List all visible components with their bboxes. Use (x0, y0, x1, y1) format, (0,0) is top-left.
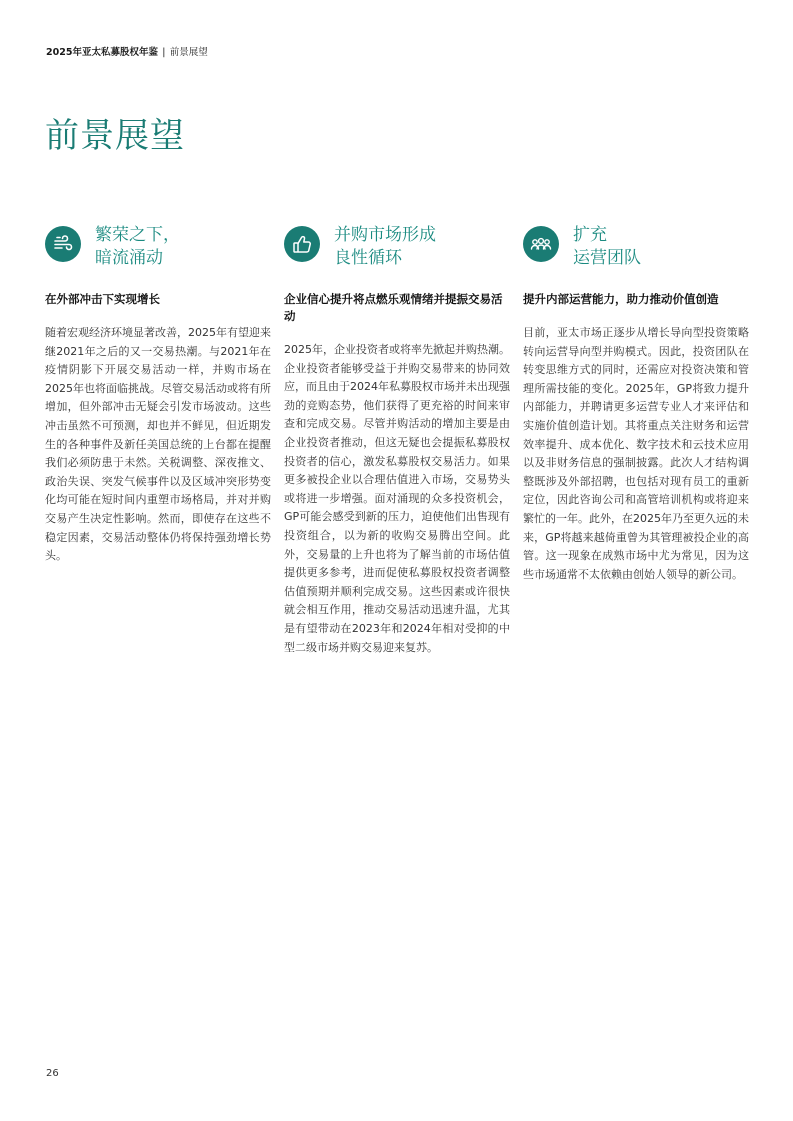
column-body: 随着宏观经济环境显著改善，2025年有望迎来继2021年之后的又一交易热潮。与2021年在疫情阴影下开展交易活动一样，并购市场在2025年也将面临挑战。尽管交易活动或将有所增加，但外部冲击无疑会引发市场波动。这些冲击虽然不可预测，却也并不鲜见，但近期发生的各种事件及新任美国总统的上台都在提醒我们必须防患于未然。关税调整、深夜推文、政治失误、突发气候事件以及区域冲突形势变化均可能在短时间内重塑市场格局，并对并购交易产生决定性影响。然而，即使存在这些不稳定因素，交易活动整体仍将保持强劲增长势头。 (45, 326, 271, 563)
column-header (523, 224, 749, 278)
column-header (45, 224, 271, 278)
column-subhead: 企业信心提升将点燃乐观情绪并提振交易活动 (284, 292, 503, 323)
column-title (95, 224, 180, 270)
column-header (284, 224, 510, 278)
column-subhead: 在外部冲击下实现增长 (45, 292, 160, 306)
column-title-line-1: 扩充 (573, 225, 607, 245)
team-icon (523, 226, 559, 262)
column-body: 2025年，企业投资者或将率先掀起并购热潮。企业投资者能够受益于并购交易带来的协同效应，而且由于2024年私募股权市场并未出现强劲的竞购态势，他们获得了更充裕的时间来审查和完成交易。尽管并购活动的增加主要是由企业投资者推动，但这无疑也会提振私募股权投资者的信心，激发私募股权交易活力。如果更多被投企业以合理估值进入市场，交易势头或将进一步增强。面对涌现的众多投资机会，GP可能会感受到新的压力，迫使他们出售现有投资组合，以为新的收购交易腾出空间。此外，交易量的上升也将为了解当前的市场估值提供更多参考，进而促使私募股权投资者调整估值预期并顺利完成交易。这些因素或许很快就会相互作用，推动交易活动迅速升温，尤其是有望带动在2023年和2024年相对受抑的中型二级市场并购交易迎来复苏。 (284, 343, 510, 654)
column-subhead: 提升内部运营能力，助力推动价值创造 (523, 292, 719, 306)
column-1 (45, 224, 271, 566)
thumbs-up-icon (284, 226, 320, 262)
page-title: 前景展望 (45, 116, 185, 156)
column-3 (523, 224, 749, 584)
section-name: 前景展望 (169, 47, 208, 58)
column-title-line-2: 良性循环 (334, 248, 402, 268)
column-title-line-2: 暗流涌动 (95, 248, 163, 268)
column-title-line-1: 并购市场形成 (334, 225, 436, 245)
report-title: 2025年亚太私募股权年鉴 (46, 47, 158, 58)
page-number: 26 (46, 1068, 59, 1079)
column-title-line-1: 繁荣之下， (95, 225, 180, 245)
wind-icon (45, 226, 81, 262)
column-title (573, 224, 641, 270)
column-title (334, 224, 436, 270)
column-2 (284, 224, 510, 657)
running-header (46, 44, 208, 58)
column-body: 目前，亚太市场正逐步从增长导向型投资策略转向运营导向型并购模式。因此，投资团队在转变思维方式的同时，还需应对投资决策和管理所需技能的变化。2025年，GP将致力提升内部能力，并聘请更多运营专业人才来评估和实施价值创造计划。其将重点关注财务和运营效率提升、成本优化、数字技术和云技术应用以及非财务信息的强制披露。此次人才结构调整既涉及外部招聘，也包括对现有员工的重新定位，因此咨询公司和高管培训机构或将迎来繁忙的一年。此外，在2025年乃至更久远的未来，GP将越来越倚重曾为其管理被投企业的高管。这一现象在成熟市场中尤为常见，因为这些市场通常不太依赖由创始人领导的新公司。 (523, 326, 749, 581)
header-separator: | (162, 47, 166, 58)
column-title-line-2: 运营团队 (573, 248, 641, 268)
